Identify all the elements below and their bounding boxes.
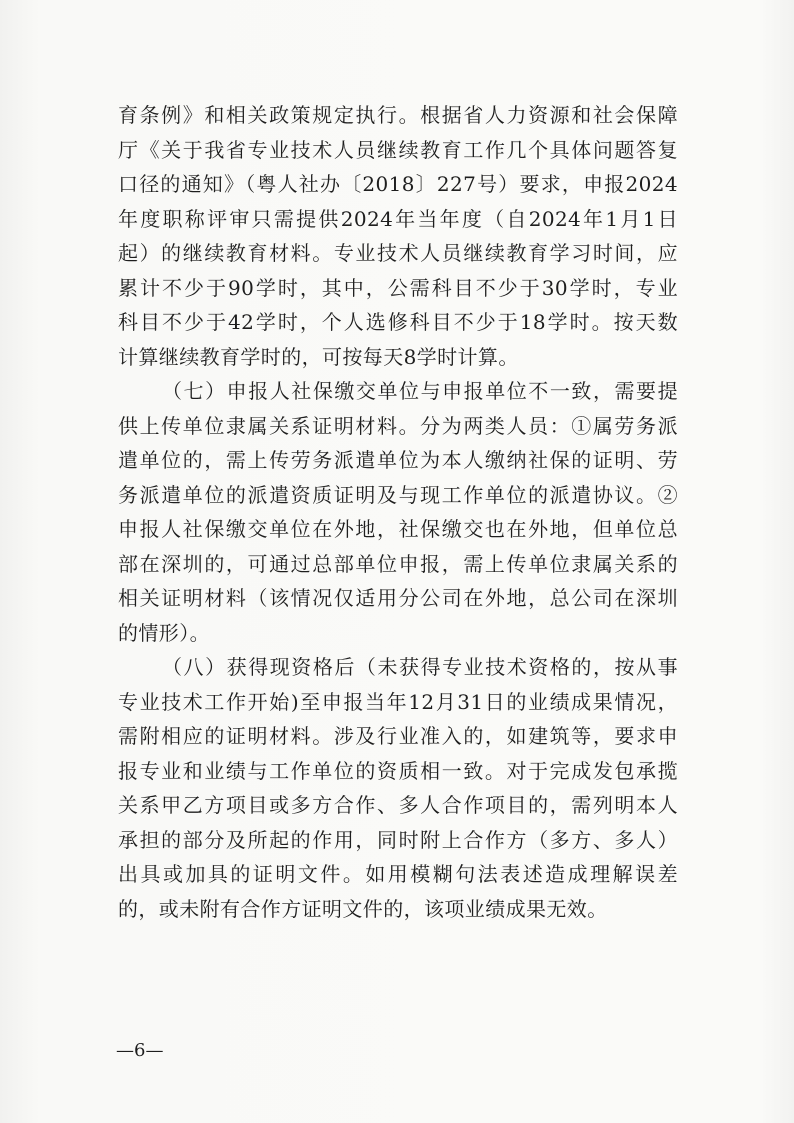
text-line: 务派遣单位的派遣资质证明及与现工作单位的派遣协议。② xyxy=(118,482,678,507)
text-line: 的，或未附有合作方证明文件的，该项业绩成果无效。 xyxy=(118,896,608,921)
text-line: 起）的继续教育材料。专业技术人员继续教育学习时间，应 xyxy=(118,241,678,265)
text-line: 的情形）。 xyxy=(118,620,210,645)
text-line: 口径的通知》（粤人社办〔2018〕227号）要求，申报2024 xyxy=(118,172,678,196)
text-line: 专业技术工作开始)至申报当年12月31日的业绩成果情况， xyxy=(118,689,678,714)
text-line: 承担的部分及所起的作用，同时附上合作方（多方、多人） xyxy=(118,827,678,852)
text-line: 申报人社保缴交单位在外地，社保缴交也在外地，但单位总 xyxy=(118,517,678,541)
text-line: 需附相应的证明材料。涉及行业准入的，如建筑等，要求申 xyxy=(118,724,678,748)
text-line: 育条例》和相关政策规定执行。根据省人力资源和社会保障 xyxy=(118,103,678,127)
text-line: 遣单位的，需上传劳务派遣单位为本人缴纳社保的证明、劳 xyxy=(118,448,678,472)
page-number: —6— xyxy=(116,1040,164,1061)
text-line: 出具或加具的证明文件。如用模糊句法表述造成理解误差 xyxy=(118,862,678,886)
text-line: 供上传单位隶属关系证明材料。分为两类人员：①属劳务派 xyxy=(118,413,678,438)
text-line: 部在深圳的，可通过总部单位申报，需上传单位隶属关系的 xyxy=(118,551,678,576)
text-line: 累计不少于90学时，其中，公需科目不少于30学时，专业 xyxy=(118,275,678,300)
text-line: 厅《关于我省专业技术人员继续教育工作几个具体问题答复 xyxy=(118,137,678,162)
text-line: 关系甲乙方项目或多方合作、多人合作项目的，需列明本人 xyxy=(118,793,678,817)
text-line: 年度职称评审只需提供2024年当年度（自2024年1月1日 xyxy=(118,206,678,231)
paragraph-eight-start: （八）获得现资格后（未获得专业技术资格的，按从事 xyxy=(162,655,678,679)
body-text xyxy=(118,98,678,926)
text-line: 科目不少于42学时，个人选修科目不少于18学时。按天数 xyxy=(118,310,678,334)
paragraph-seven-start: （七）申报人社保缴交单位与申报单位不一致，需要提 xyxy=(162,379,678,403)
text-line: 计算继续教育学时的，可按每天8学时计算。 xyxy=(118,344,519,369)
text-line: 报专业和业绩与工作单位的资质相一致。对于完成发包承揽 xyxy=(118,758,678,783)
text-line: 相关证明材料（该情况仅适用分公司在外地，总公司在深圳 xyxy=(118,586,678,610)
